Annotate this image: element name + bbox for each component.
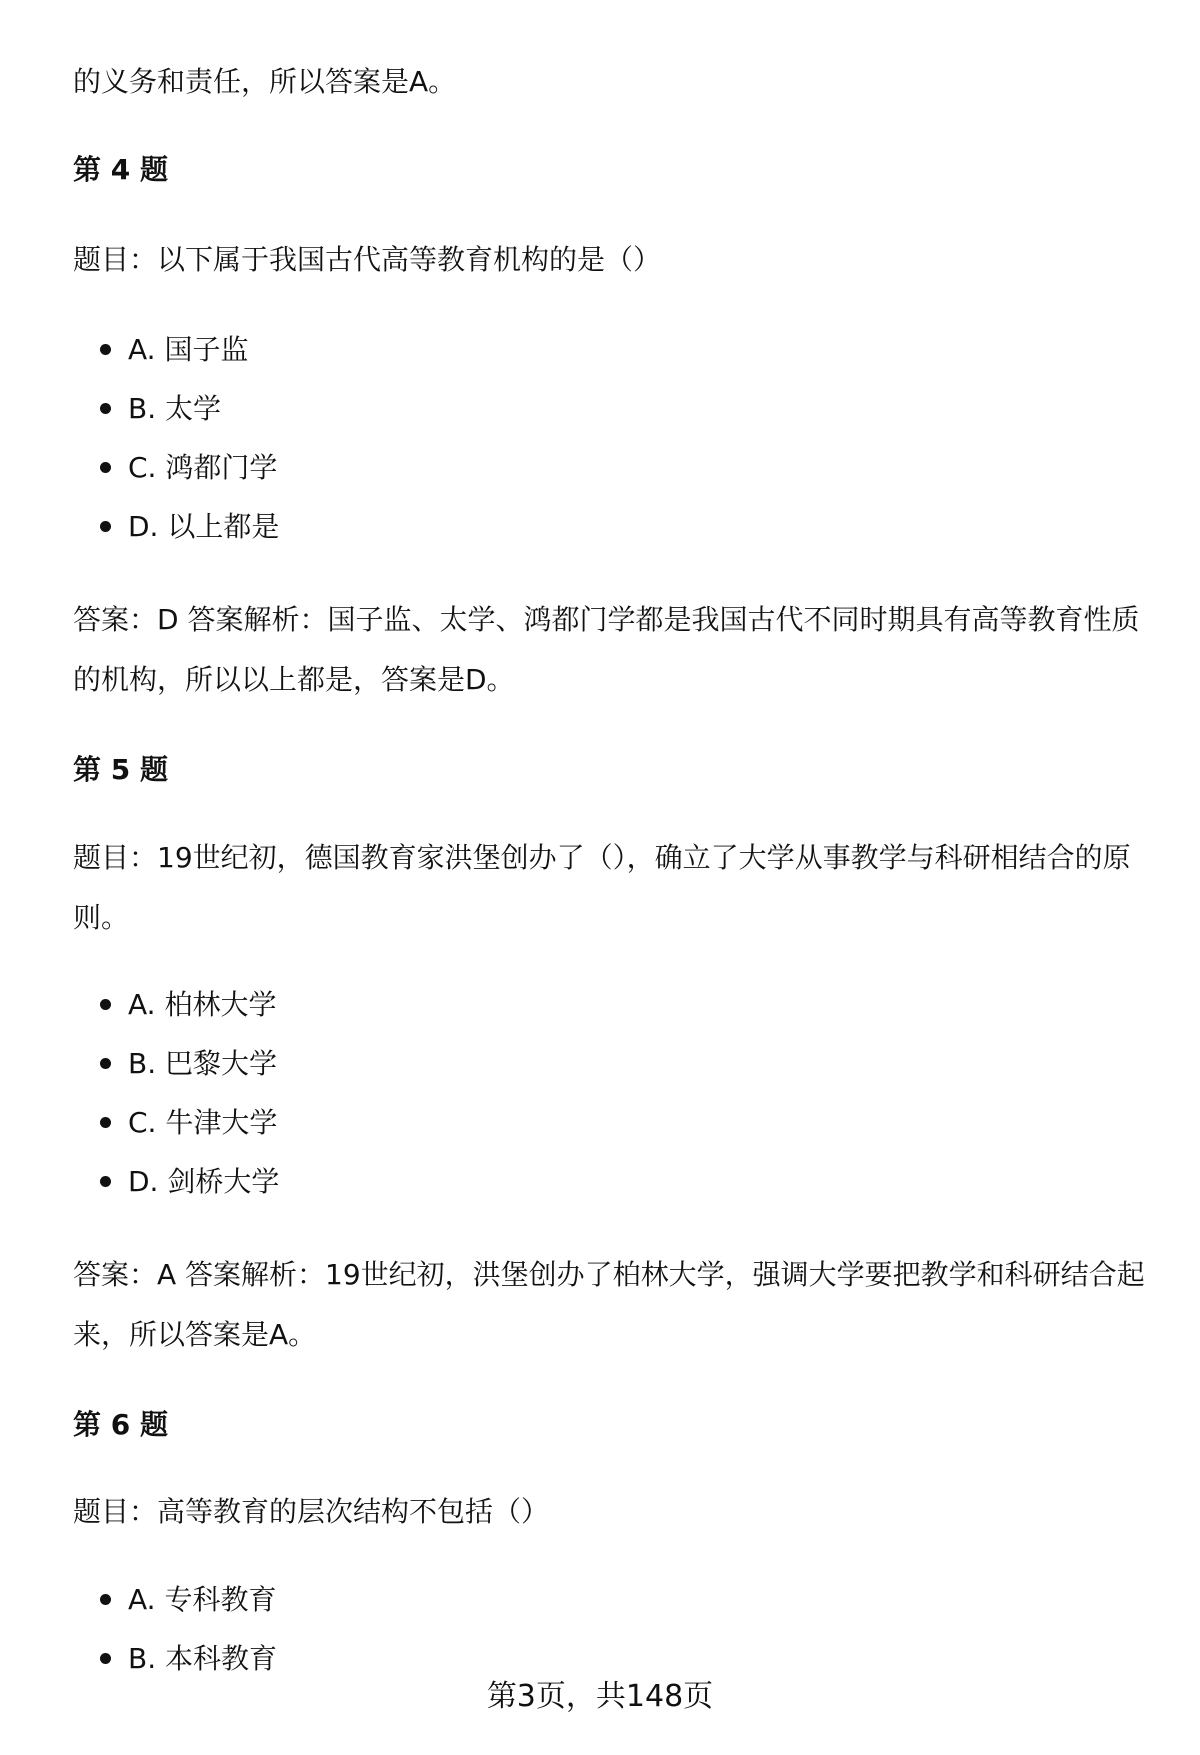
question-4-option-c: C. 鸿都门学 <box>73 438 279 497</box>
continuation-text: 的义务和责任，所以答案是A。 <box>73 65 457 98</box>
question-5-answer: 答案：A 答案解析：19世纪初，洪堡创办了柏林大学，强调大学要把教学和科研结合起来，所以答案是A。 <box>73 1258 1145 1351</box>
bullet-icon <box>100 521 111 532</box>
bullet-icon <box>100 462 111 473</box>
question-6-heading: 第 6 题 <box>73 1408 168 1441</box>
question-4-options <box>73 320 279 556</box>
question-5-option-b: B. 巴黎大学 <box>73 1034 279 1093</box>
question-6-option-a: A. 专科教育 <box>73 1570 277 1629</box>
bullet-icon <box>100 1176 111 1187</box>
question-5-heading: 第 5 题 <box>73 753 168 786</box>
bullet-icon <box>100 1058 111 1069</box>
bullet-icon <box>100 1594 111 1605</box>
question-5-option-c: C. 牛津大学 <box>73 1093 279 1152</box>
question-6-stem: 题目：高等教育的层次结构不包括（） <box>73 1495 550 1528</box>
question-4-option-b: B. 太学 <box>73 379 279 438</box>
page-number-footer: 第3页，共148页 <box>486 1679 714 1714</box>
question-6-options <box>73 1570 277 1688</box>
bullet-icon <box>100 403 111 414</box>
bullet-icon <box>100 1653 111 1664</box>
question-5-stem: 题目：19世纪初，德国教育家洪堡创办了（），确立了大学从事教学与科研相结合的原则。 <box>73 841 1131 934</box>
question-6-option-b: B. 本科教育 <box>73 1629 277 1688</box>
question-4-stem: 题目：以下属于我国古代高等教育机构的是（） <box>73 243 662 276</box>
bullet-icon <box>100 999 111 1010</box>
question-5-option-d: D. 剑桥大学 <box>73 1152 279 1211</box>
bullet-icon <box>100 1117 111 1128</box>
question-4-option-a: A. 国子监 <box>73 320 279 379</box>
question-4-heading: 第 4 题 <box>73 153 168 186</box>
bullet-icon <box>100 344 111 355</box>
question-5-options <box>73 975 279 1211</box>
question-5-option-a: A. 柏林大学 <box>73 975 279 1034</box>
question-4-option-d: D. 以上都是 <box>73 497 279 556</box>
question-4-answer: 答案：D 答案解析：国子监、太学、鸿都门学都是我国古代不同时期具有高等教育性质的机构，所以以上都是，答案是D。 <box>73 603 1140 696</box>
